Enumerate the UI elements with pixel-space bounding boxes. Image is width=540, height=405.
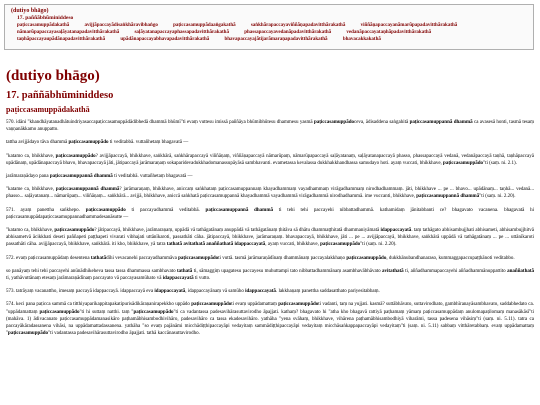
bold-term: paṭiccasamuppādo <box>191 302 232 308</box>
paragraph: "katamo ca, bhikkhave, paṭiccasamuppādo? jātipaccayā, bhikkhave, jarāmaraṇaṃ, uppādā vā tathāgatānaṃ anuppādā vā tathāgatānaṃ ṭhitāva sā dhātu dhammaṭṭhitatā dhammaniyāmatā idappaccayatā. taṃ tathāgato abhisambujjhati abhisameti, abhisambujjhitvā abhisametvā ācikkhati deseti paññapeti paṭṭhapeti vivarati vibhajati uttānīkaroti, passathāti cāha. jātipaccayā, bhikkhave, jarāmaraṇaṃ. bhavapaccayā, bhikkhave, jāti ... pe ... avijjāpaccayā, bhikkhave, saṅkhārā uppādā vā tathāgatānaṃ ... pe ... uttānīkaroti passathāti cāha. avijjāpaccayā, bhikkhave, saṅkhārā. iti kho, bhikkhave, yā tatra tathatā avitathatā anaññathatā idappaccayatā, ayaṃ vuccati, bhikkhave, paṭiccasamuppādo"ti (saṃ. ni. 2.20). <box>6 228 534 248</box>
nav-link[interactable]: bhavapaccayajātijarāmaraṇapadavitthārakathā <box>224 37 328 42</box>
document-body <box>6 68 534 343</box>
bold-term: tathatā <box>177 268 193 274</box>
nav-link[interactable]: paṭiccasamuppādakathā <box>17 23 70 28</box>
bold-term: idappaccayatā <box>162 276 194 282</box>
bold-term: paṭiccasamuppannā dhammā <box>49 174 113 180</box>
bold-term: paṭiccasamuppādo <box>133 309 174 315</box>
paragraph: "katamo ca, bhikkhave, paṭiccasamuppādo? avijjāpaccayā, bhikkhave, saṅkhārā, saṅkhārapaccayā viññāṇaṃ, viññāṇapaccayā nāmarūpaṃ, nāmarūpapaccayā saḷāyatanaṃ, saḷāyatanapaccayā phasso, phassapaccayā vedanā, vedanāpaccayā taṇhā, taṇhāpaccayā upādānaṃ, upādānapaccayā bhavo, bhavapaccayā jāti, jātipaccayā jarāmaraṇaṃ sokaparidevadukkhadomanassupāyāsā sambhavanti. evametassa kevalassa dukkhakkhandhassa samudayo hoti. ayaṃ vuccati, bhikkhave, paṭiccasamuppādo"ti (saṃ. ni. 2.1). <box>6 153 534 166</box>
bold-term: avitathatā <box>382 268 404 274</box>
bold-term: tathatā <box>166 242 183 248</box>
bold-term: paṭiccasamuppādo <box>54 228 95 234</box>
bold-term: paṭiccasamuppādo <box>313 120 354 125</box>
nav-link[interactable]: taṇhāpaccayaupādānapadavitthārakathā <box>17 37 106 42</box>
paragraph: jarāmaraṇādayo pana paṭiccasamuppannā dhammā ti veditabbā. vuttañhetaṃ bhagavatā — <box>6 174 193 180</box>
bold-term: paṭiccasamuppannā dhammā <box>409 120 473 125</box>
nav-link[interactable]: phassapaccayavedanāpadavitthārakathā <box>244 30 332 35</box>
bold-term: paṭiccasamuppādo <box>178 255 219 261</box>
bold-term: anaññathatā <box>206 242 234 248</box>
bold-term: paṭiccasamuppādo <box>85 207 126 213</box>
bold-term: idappaccayatā <box>234 242 266 248</box>
bold-term: paṭiccasamuppādo <box>443 160 484 166</box>
bold-term: paṭiccasamuppādo <box>8 331 49 337</box>
bold-term: anaññathatā <box>507 268 535 274</box>
chapter-navigation-box <box>4 4 534 50</box>
bold-term: idappaccayatā <box>154 289 186 295</box>
nav-link[interactable]: bhavacakkakathā <box>342 37 381 42</box>
bold-term: paṭiccasamuppādo <box>346 255 387 261</box>
nav-link[interactable]: nāmarūpapaccayasaḷāyatanapadavitthārakathā <box>17 30 120 35</box>
paragraph: "katame ca, bhikkhave, paṭiccasamuppannā dhammā? jarāmaraṇaṃ, bhikkhave, aniccaṃ saṅkhataṃ paṭiccasamuppannaṃ khayadhammaṃ vayadhammaṃ virāgadhammaṃ nirodhadhammaṃ. jāti, bhikkhave ... pe ... bhavo... upādānaṃ... taṇhā... vedanā... phasso... saḷāyatanaṃ... nāmarūpaṃ... viññāṇaṃ... saṅkhārā... avijjā, bhikkhave, aniccā saṅkhatā paṭiccasamuppannā khayadhammā vayadhammā virāgadhammā nirodhadhammā. ime vuccanti, bhikkhave, paṭiccasamuppannā dhammā"ti (saṃ. ni. 2.20). <box>6 187 535 200</box>
paragraph: 574. keci pana paṭicca sammā ca titthiyaparikappitapakatipurisādikāraṇanirapekkho uppādo paṭiccasamuppādoti evaṃ uppādamattaṃ paṭiccasamuppādoti vadanti, taṃ na yujjati. kasmā? suttābhāvato, suttavirodhato, gambhīranayāsambhavato, saddabhedato ca. "uppādamattaṃ paṭiccasamuppādo"ti hi suttaṃ natthi. taṃ "paṭiccasamuppādo"ti ca vadantassa padesavihārasuttavirodho āpajjati. kathaṃ? bhagavato hi "atha kho bhagavā rattiyā paṭhamaṃ yāmaṃ paṭiccasamuppādaṃ anulomapaṭilomaṃ manasākāsī"ti (mahāva. 1) ādivacanato paṭiccasamuppādamanasikāro paṭhamābhisambodhivihāro, padesavihāro ca tassa ekadesavihāro. yathāha "yena svāhaṃ, bhikkhave, vihārena paṭhamābhisambodhiyā viharāmi, tassa padesena vihāsiṃ"ti (saṃ. ni. 5.11). tatra ca paccayākāradassanena vihāsi, na uppādamattadassanena. yathāha "so evaṃ pajānāmi micchādiṭṭhipaccayāpi vedayitaṃ sammādiṭṭhipaccayāpi vedayitaṃ micchāsaṅkappapaccayāpi vedayitaṃ"ti (saṃ. ni. 5.11) sabbaṃ vitthāretabbaṃ. evaṃ uppādamattaṃ "paṭiccasamuppādo"ti vadantassa padesavihārasuttavirodho āpajjati. tathā kaccānasuttavirodho. <box>6 302 534 337</box>
paragraph: 572. evaṃ paṭiccasamuppādaṃ desentena tathatādīhi vevacanehi paccayadhammāva paṭiccasamuppādoti vuttā. tasmā jarāmaraṇādīnaṃ dhammānaṃ paccayalakkhaṇo paṭiccasamuppādo, dukkhānubandhanaraso, kummaggapaccupaṭṭhānoti veditabbo. <box>6 255 515 261</box>
paragraph: so panāyaṃ tehi tehi paccayehi anūnādhikeheva tassa tassa dhammassa sambhavato tathatā ti, sāmaggiṃ upagatesu paccayesu muhuttampi tato nibbattadhammānaṃ asambhavābhāvato avitathatā ti, aññadhammapaccayehi aññadhammānuppattito anaññathatā ti, yathāvuttānaṃ etesaṃ jarāmaraṇādīnaṃ paccayato vā paccayasamūhato vā idappaccayatā ti vutto. <box>6 268 535 282</box>
paragraph: 573. tatrāyaṃ vacanattho, imesaṃ paccayā idappaccayā. idappaccayā eva idappaccayatā, idappaccayānaṃ vā samūho idappaccayatā. lakkhaṇaṃ panettha saddasatthato pariyesitabbaṃ. <box>6 289 380 295</box>
paragraph: tattha avijjādayo tāva dhammā paṭiccasamuppādo ti veditabbā. vuttañhetaṃ bhagavatā — <box>6 140 189 146</box>
paragraph: 571. ayaṃ panettha saṅkhepo. paṭiccasamuppādo ti paccayadhammā veditabbā. paṭiccasamuppannā dhammā ti tehi tehi paccayehi nibbattadhammā. kathamidaṃ jānitabbanti ce? bhagavato vacanena. bhagavatā hi paṭiccasamuppādapaṭiccasamuppannadhammadesanāsutte — <box>6 207 534 220</box>
bold-term: idappaccayatā <box>245 289 276 295</box>
bold-term: avitathatā <box>183 242 205 248</box>
book-title: (dutiyo bhāgo) <box>6 68 100 84</box>
nav-link[interactable]: viññāṇapaccayanāmarūpapadavitthārakathā <box>360 23 458 28</box>
nav-section-links <box>11 22 527 43</box>
section-heading: paṭiccasamuppādakathā <box>6 105 90 114</box>
nav-link[interactable]: saḷāyatanapaccayaphassapadavitthārakathā <box>134 30 229 35</box>
bold-term: paṭiccasamuppādo <box>320 242 361 248</box>
nav-link[interactable]: avijjāpaccayādisaṅkhāravibhaṅgo <box>84 23 158 28</box>
bold-term: tathatā <box>90 255 107 261</box>
nav-link[interactable]: saṅkhārapaccayaviññāṇapadavitthārakathā <box>250 23 346 28</box>
nav-chapter-link[interactable]: 17. paññābhūminiddeso <box>17 15 74 21</box>
nav-book-link[interactable]: (dutiyo bhāgo) <box>11 8 49 14</box>
paragraph: 570. idāni "khandhāyatanadhātuindriyasaccapaṭiccasamuppādādibhedā dhammā bhūmī"ti evaṃ vuttesu imissā paññāya bhūmibhūtesu dhammesu yasmā paṭiccasamuppādoceva, ādisaddena saṅgahitā paṭiccasamuppannā dhammā ca avasesā honti, tasmā tesaṃ vaṇṇanākkamo anuppatto. <box>6 120 534 133</box>
nav-link[interactable]: paṭiccasamuppādaaṅgakathā <box>173 23 236 28</box>
chapter-heading: 17. paññābhūminiddeso <box>6 90 114 101</box>
bold-term: paṭiccasamuppannā dhammā <box>416 194 480 200</box>
bold-term: paṭiccasamuppādo <box>278 302 319 308</box>
bold-term: paṭiccasamuppannā dhammā <box>55 187 120 193</box>
nav-link[interactable]: vedanāpaccayataṇhāpadavitthārakathā <box>346 30 432 35</box>
bold-term: paṭiccasamuppannā dhammā <box>205 207 273 213</box>
nav-link[interactable]: upādānapaccayabhavapadavitthārakathā <box>120 37 210 42</box>
bold-term: paṭiccasamuppādo <box>68 140 109 146</box>
bold-term: idappaccayatā <box>380 228 412 234</box>
bold-term: paṭiccasamuppādo <box>39 309 80 315</box>
bold-term: paṭiccasamuppādo <box>55 153 96 159</box>
